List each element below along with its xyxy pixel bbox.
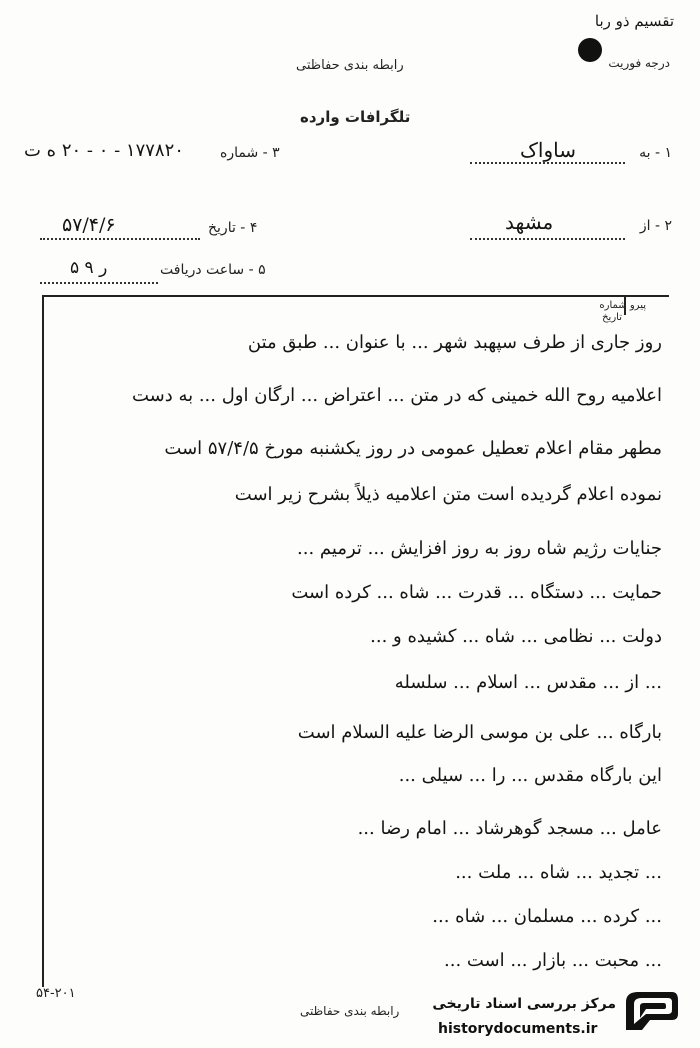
footer-classification: رابطه بندی حفاظتی [300,1004,400,1018]
field2-dots [470,238,625,240]
body-line: عامل ... مسجد گوهرشاد ... امام رضا ... [357,818,662,839]
corner-note: تقسیم ذو ربا [594,12,674,30]
margin-ref-label: پیرو شماره [599,300,646,311]
body-line: دولت ... نظامی ... شاه ... کشیده و ... [370,626,662,647]
archive-logo-icon [620,986,682,1048]
frame-top-line [42,295,669,297]
field4-dots [40,238,200,240]
body-line: اعلامیه روح الله خمینی که در متن ... اعتراض ... ارگان اول ... به دست [131,385,662,406]
body-line: ... محبت ... بازار ... است ... [444,950,662,971]
field3-label: ۳ - شماره [220,145,280,161]
field2-value: مشهد [505,210,554,234]
body-line: ... از ... مقدس ... اسلام ... سلسله [394,672,662,693]
corner-ink-blot [578,38,602,62]
field1-dots [470,162,625,164]
field4-value: ۵۷/۴/۶ [62,214,116,236]
body-line: ... تجدید ... شاه ... ملت ... [455,862,662,883]
field5-label: ۵ - ساعت دریافت [160,262,266,278]
field1-label: ۱ - به [639,145,672,161]
urgency-label: درجه فوریت [608,56,670,70]
body-line: روز جاری از طرف سپهبد شهر ... با عنوان ... طبق متن [247,332,662,353]
body-line: بارگاه ... علی بن موسی الرضا علیه السلام است [297,722,662,743]
body-line: مطهر مقام اعلام تعطیل عمومی در روز یکشنبه مورخ ۵۷/۴/۵ است [164,438,662,459]
watermark-url: historydocuments.ir [438,1021,598,1037]
body-line: این بارگاه مقدس ... را ... سیلی ... [398,765,662,786]
body-line: حمایت ... دستگاه ... قدرت ... شاه ... کرده است [291,582,662,603]
body-line: ... کرده ... مسلمان ... شاه ... [432,906,662,927]
document-title: تلگرافات وارده [300,108,411,126]
watermark-name: مرکز بررسی اسناد تاریخی [432,996,616,1012]
field4-label: ۴ - تاریخ [208,220,258,236]
field2-label: ۲ - از [639,218,672,234]
body-line: نموده اعلام گردیده است متن اعلامیه ذیلاً بشرح زیر است [234,484,662,505]
field5-value: ۵ ر ۹ [70,258,108,278]
footer-reference-number: ۵۴-۲۰۱ [36,986,76,1001]
body-line: جنایات رژیم شاه روز به روز افزایش ... ترمیم ... [297,538,662,559]
field1-value: ساواک [520,138,576,162]
field5-dots [40,282,158,284]
field3-value: ۱۷۷۸۲۰ - ۰ - ۲۰ ه ت [24,140,184,161]
classification-header: رابطه بندی حفاظتی [296,58,404,73]
margin-date-label: تاریخ [602,312,622,323]
